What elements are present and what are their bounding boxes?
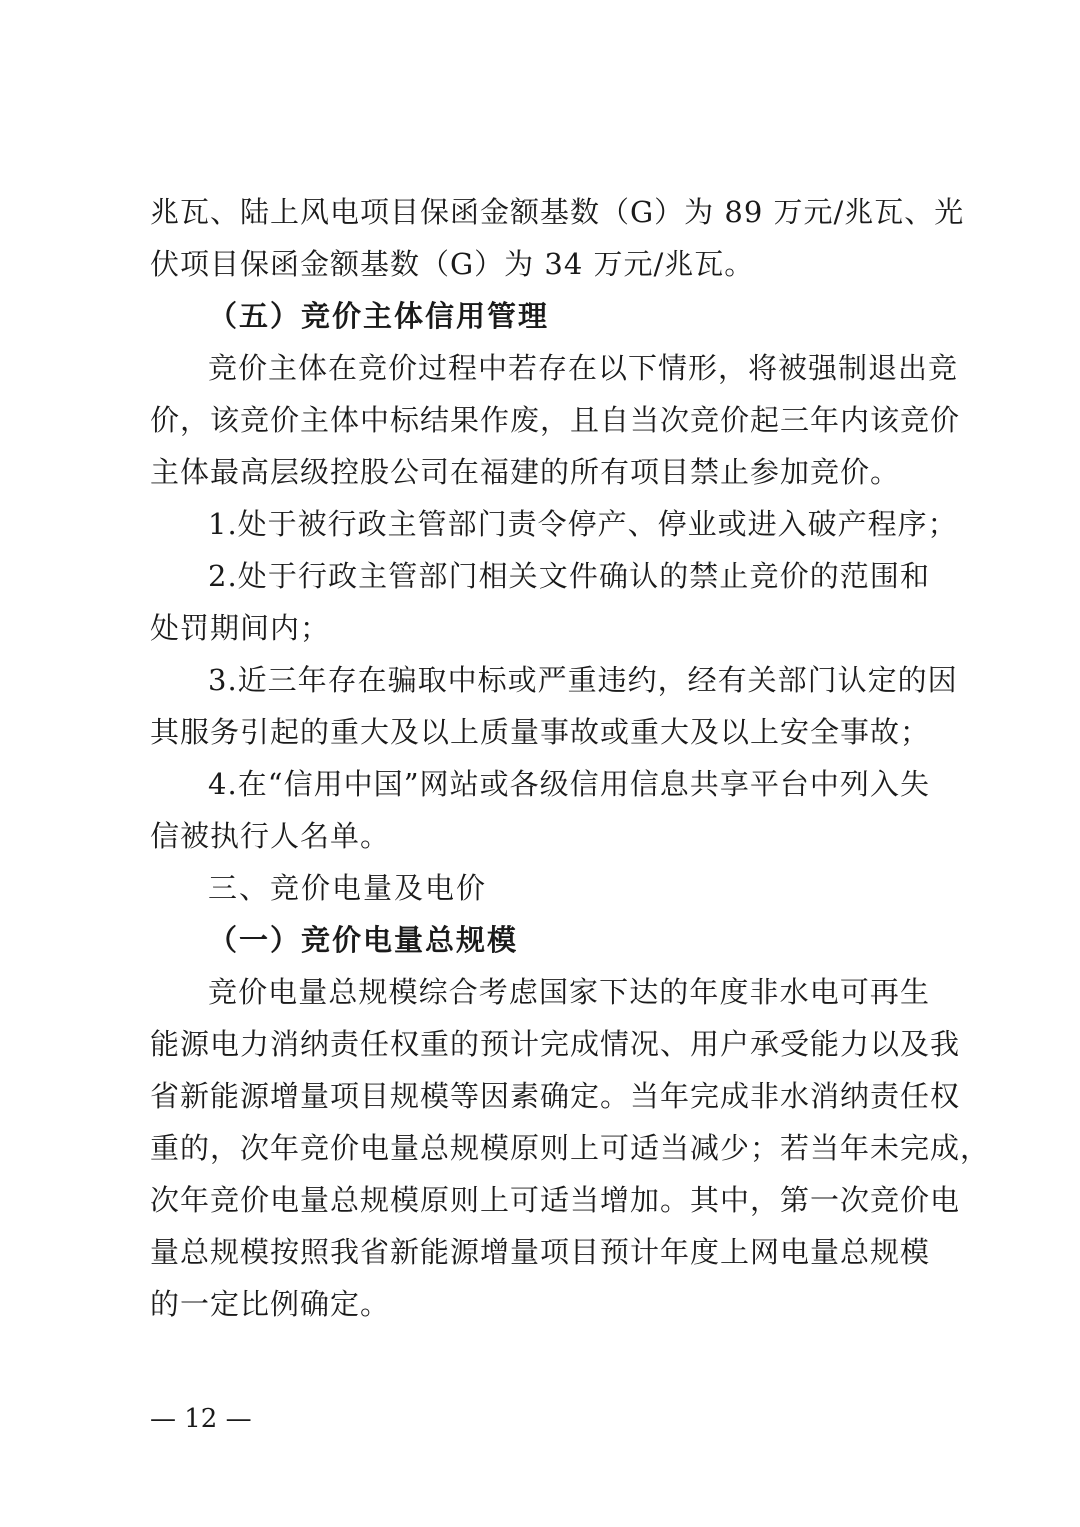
paragraph-line: 重的，次年竞价电量总规模原则上可适当减少；若当年未完成， (150, 1131, 991, 1165)
subsection-heading: （五）竞价主体信用管理 (208, 299, 550, 333)
paragraph-line: 2.处于行政主管部门相关文件确认的禁止竞价的范围和 (208, 559, 930, 593)
paragraph-line: 省新能源增量项目规模等因素确定。当年完成非水消纳责任权 (150, 1079, 961, 1113)
paragraph-line: 其服务引起的重大及以上质量事故或重大及以上安全事故； (150, 715, 931, 749)
paragraph-line: 竞价主体在竞价过程中若存在以下情形，将被强制退出竞 (208, 351, 959, 385)
section-heading: 三、竞价电量及电价 (208, 871, 488, 905)
paragraph-line: 量总规模按照我省新能源增量项目预计年度上网电量总规模 (150, 1235, 931, 1269)
paragraph-line: 的一定比例确定。 (150, 1287, 391, 1321)
paragraph-line: 次年竞价电量总规模原则上可适当增加。其中，第一次竞价电 (150, 1183, 961, 1217)
paragraph-line: 3.近三年存在骗取中标或严重违约，经有关部门认定的因 (208, 663, 958, 697)
paragraph-line: 信被执行人名单。 (150, 819, 391, 853)
paragraph-line: 主体最高层级控股公司在福建的所有项目禁止参加竞价。 (150, 455, 901, 489)
paragraph-line: 4.在“信用中国”网站或各级信用信息共享平台中列入失 (208, 767, 930, 801)
paragraph-line: 兆瓦、陆上风电项目保函金额基数（G）为 89 万元/兆瓦、光 (150, 195, 965, 229)
paragraph-line: 价，该竞价主体中标结果作废，且自当次竞价起三年内该竞价 (150, 403, 961, 437)
paragraph-line: 伏项目保函金额基数（G）为 34 万元/兆瓦。 (150, 247, 755, 281)
page-number: — 12 — (150, 1404, 252, 1434)
paragraph-line: 能源电力消纳责任权重的预计完成情况、用户承受能力以及我 (150, 1027, 961, 1061)
paragraph-line: 竞价电量总规模综合考虑国家下达的年度非水电可再生 (208, 975, 930, 1009)
subsection-heading: （一）竞价电量总规模 (208, 923, 519, 957)
document-body (150, 186, 991, 1330)
paragraph-line: 1.处于被行政主管部门责令停产、停业或进入破产程序； (208, 507, 958, 541)
paragraph-line: 处罚期间内； (150, 611, 331, 645)
